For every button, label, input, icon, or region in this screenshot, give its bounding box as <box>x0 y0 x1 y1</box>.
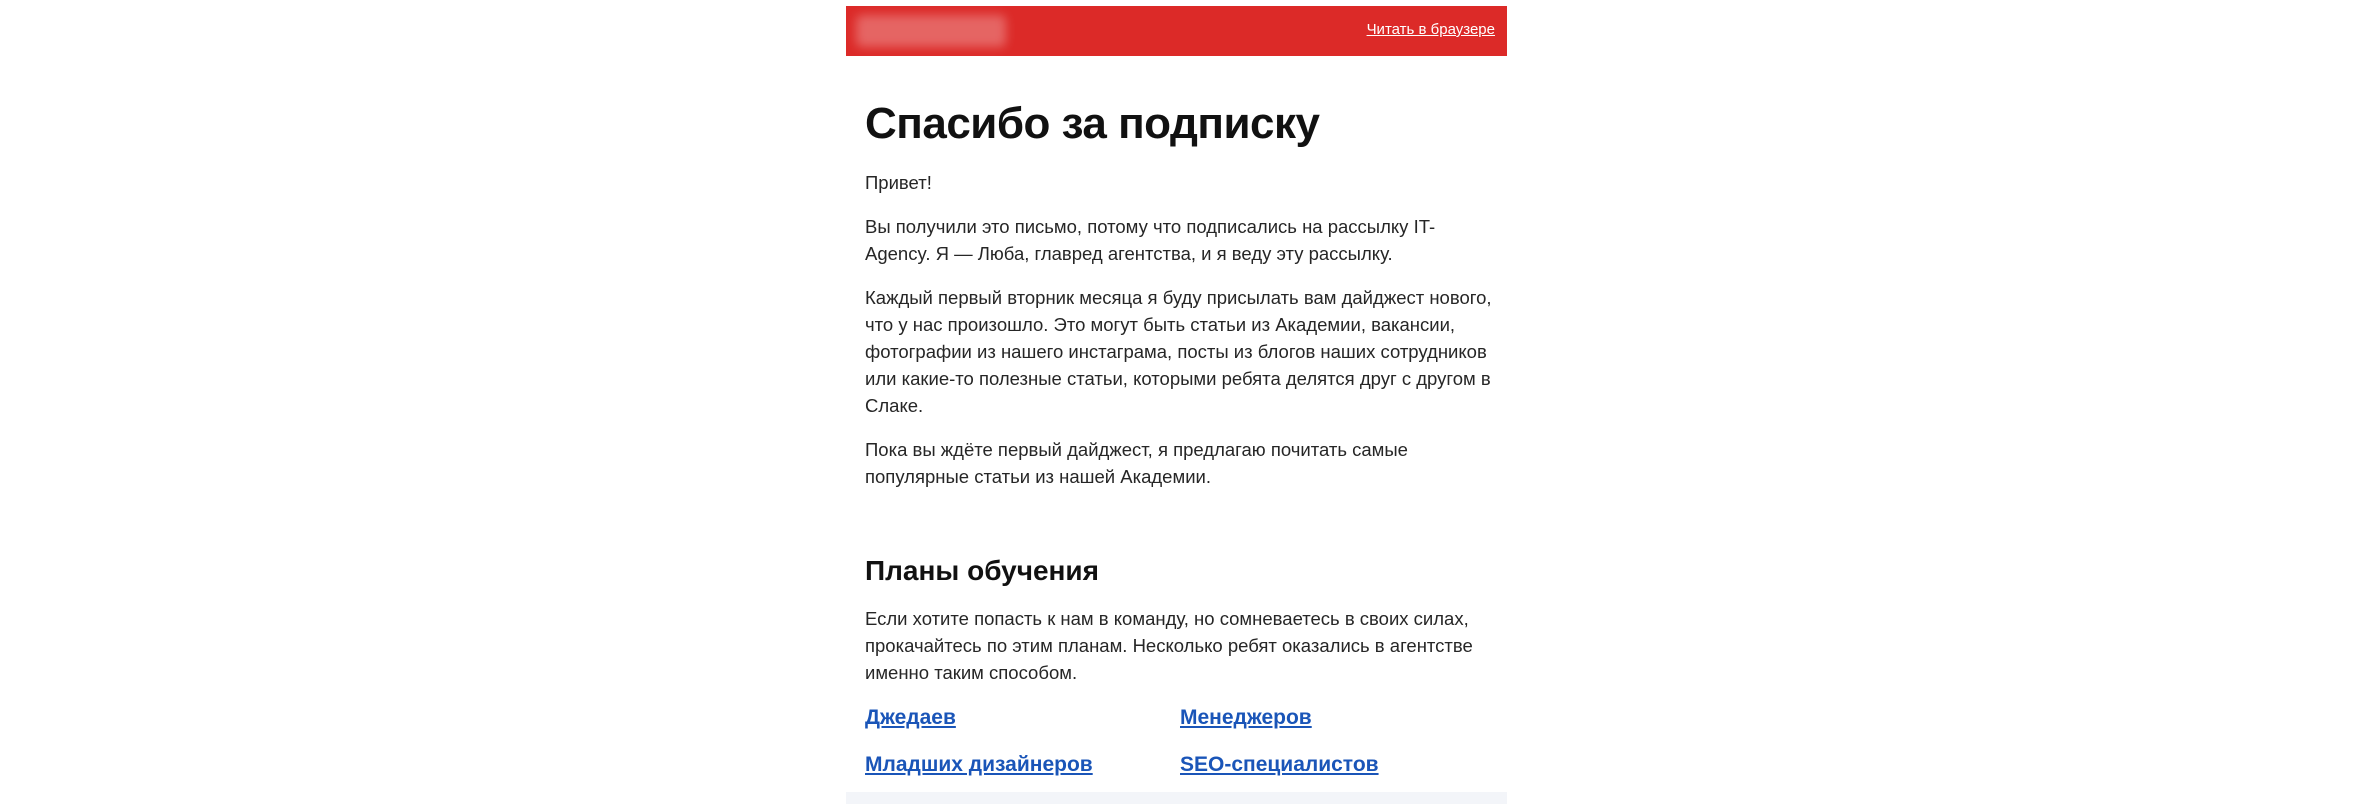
plan-link-jedi[interactable]: Джедаев <box>865 706 956 729</box>
footer-strip <box>846 792 1507 804</box>
blurred-logo <box>856 15 1006 47</box>
plans-intro-text: Если хотите попасть к нам в команду, но сомневаетесь в своих силах, прокачайтесь по этим планам. Несколько ребят оказались в агентстве именно таким способом. <box>865 608 1473 683</box>
popular-articles-paragraph: Пока вы ждёте первый дайджест, я предлагаю почитать самые популярные статьи из нашей Академии. <box>865 439 1408 487</box>
plan-link-seo-specialists[interactable]: SEO-специалистов <box>1180 753 1379 776</box>
greeting-text: Привет! <box>865 172 932 193</box>
plans-links-grid <box>865 706 1495 786</box>
email-header-bar <box>846 6 1507 56</box>
plan-link-junior-designers[interactable]: Младших дизайнеров <box>865 753 1093 776</box>
email-container <box>846 6 1507 804</box>
plan-link-managers[interactable]: Менеджеров <box>1180 706 1312 729</box>
email-body <box>865 98 1495 786</box>
read-in-browser-link[interactable]: Читать в браузере <box>1366 21 1495 38</box>
digest-paragraph: Каждый первый вторник месяца я буду присылать вам дайджест нового, что у нас произошло. Это могут быть статьи из Академии, вакансии, фотографии из нашего инстаграма, посты из блогов наших сотрудников или какие-то полезные статьи, которыми ребята делятся друг с другом в Слаке. <box>865 287 1492 416</box>
intro-paragraph: Вы получили это письмо, потому что подписались на рассылку IT-Agency. Я — Люба, главред агентства, и я веду эту рассылку. <box>865 216 1436 264</box>
page-title: Спасибо за подписку <box>865 99 1320 148</box>
plans-heading: Планы обучения <box>865 555 1099 586</box>
